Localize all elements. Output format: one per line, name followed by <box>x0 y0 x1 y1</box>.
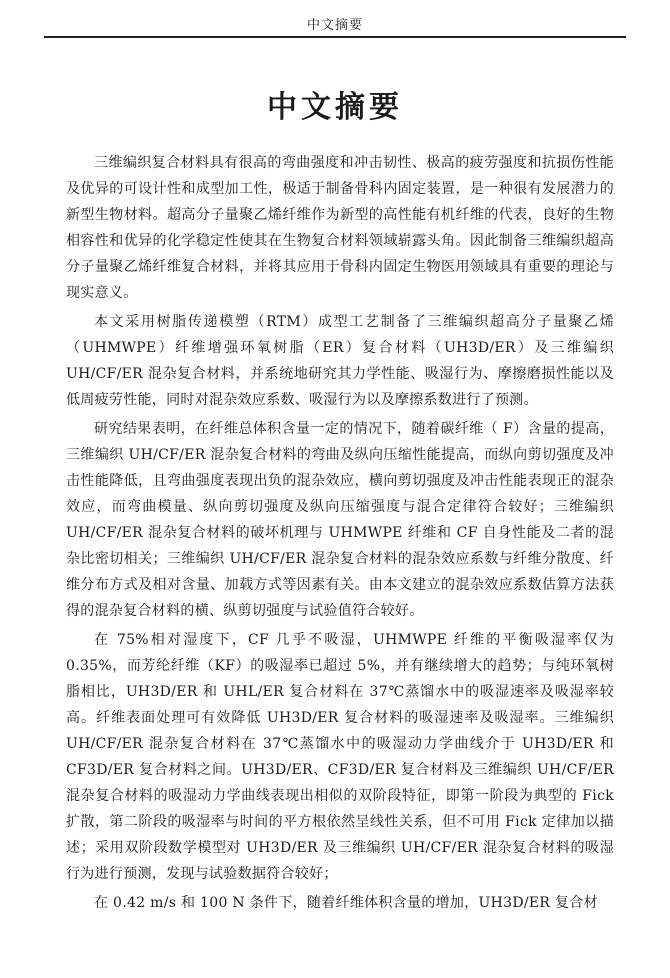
page-title: 中文摘要 <box>267 90 403 125</box>
paragraph: 三维编织复合材料具有很高的弯曲强度和冲击韧性、极高的疲劳强度和抗损伤性能及优异的可设计性和成型加工性，极适于制备骨科内固定装置，是一种很有发展潜力的新型生物材料。超高分子量聚乙烯纤维作为新型的高性能有机纤维的代表，良好的生物相容性和优异的化学稳定性使其在生物复合材料领域崭露头角。因此制备三维编织超高分子量聚乙烯纤维复合材料，并将其应用于骨科内固定生物医用领域具有重要的理论与现实意义。 <box>66 155 614 301</box>
paragraph: 在 0.42 m/s 和 100 N 条件下，随着纤维体积含量的增加，UH3D/ER 复合材 <box>94 895 598 911</box>
paragraph: 在 75%相对湿度下，CF 几乎不吸湿，UHMWPE 纤维的平衡吸湿率仅为 0.35%，而芳纶纤维（KF）的吸湿率已超过 5%，并有继续增大的趋势；与纯环氧树脂相比，UH3D/ER 和 UHL/ER 复合材料在 37℃蒸馏水中的吸湿速率及吸湿率较高。纤维表面处理可有效降低 UH3D/ER 复合材料的吸湿速率及吸湿率。三维编织 UH/CF/ER 混杂复合材料在 37℃蒸馏水中的吸湿动力学曲线介于 UH3D/ER 和 CF3D/ER 复合材料之间。UH3D/ER、CF3D/ER 复合材料及三维编织 UH/CF/ER 混杂复合材料的吸湿动力学曲线表现出相似的双阶段特征，即第一阶段为典型的 Fick 扩散，第二阶段的吸湿率与时间的平方根依然呈线性关系，但不可用 Fick 定律加以描述；采用双阶段数学模型对 UH3D/ER 及三维编织 UH/CF/ER 混杂复合材料的吸湿行为进行预测，发现与试验数据符合较好； <box>66 632 614 882</box>
header-divider <box>44 36 626 38</box>
paragraph: 本文采用树脂传递模塑（RTM）成型工艺制备了三维编织超高分子量聚乙烯（UHMWPE）纤维增强环氧树脂（ER）复合材料（UH3D/ER）及三维编织UH/CF/ER 混杂复合材料，并系统地研究其力学性能、吸湿行为、摩擦磨损性能以及低周疲劳性能，同时对混杂效应系数、吸湿行为以及摩擦系数进行了预测。 <box>66 314 614 408</box>
abstract-body <box>66 150 614 919</box>
running-header: 中文摘要 <box>306 18 363 33</box>
paragraph: 研究结果表明，在纤维总体积含量一定的情况下，随着碳纤维（ F）含量的提高，三维编织 UH/CF/ER 混杂复合材料的弯曲及纵向压缩性能提高，而纵向剪切强度及冲击性能降低，且弯曲强度表现出负的混杂效应，横向剪切强度及冲击性能表现正的混杂效应，而弯曲模量、纵向剪切强度及纵向压缩强度与混合定律符合较好；三维编织 UH/CF/ER 混杂复合材料的破坏机理与 UHMWPE 纤维和 CF 自身性能及二者的混杂比密切相关；三维编织 UH/CF/ER 混杂复合材料的混杂效应系数与纤维分散度、纤维分布方式及相对含量、加载方式等因素有关。由本文建立的混杂效应系数估算方法获得的混杂复合材料的横、纵剪切强度与试验值符合较好。 <box>66 421 614 619</box>
